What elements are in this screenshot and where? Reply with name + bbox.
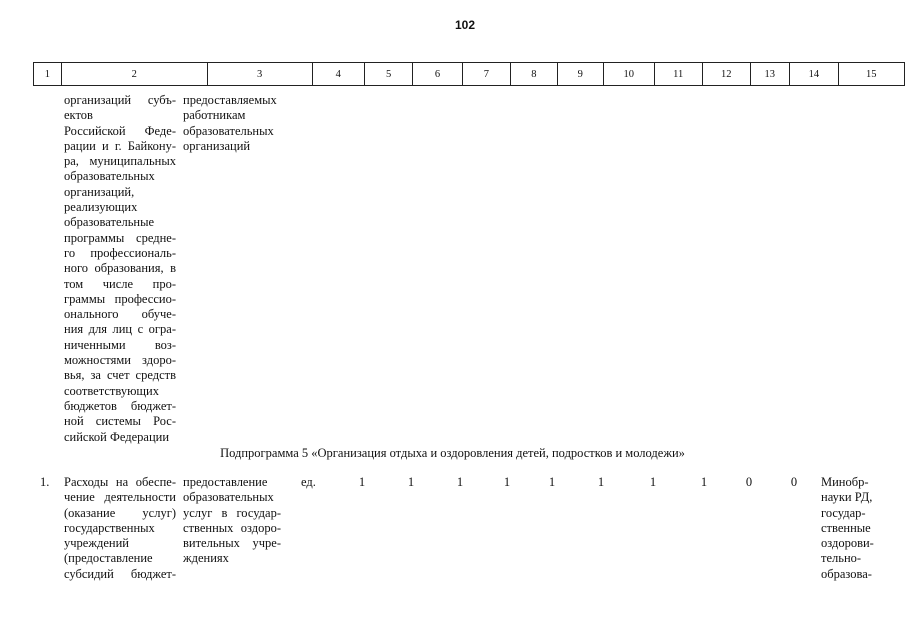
- text-line: учреждений: [64, 536, 129, 551]
- row2-value: 1: [548, 475, 556, 489]
- row2-col15-responsible: [821, 475, 881, 582]
- row2-unit: ед.: [301, 475, 316, 489]
- text-line: услуг в государ-: [183, 505, 281, 520]
- text-line: граммы профессио-: [64, 291, 176, 306]
- row2-value: 0: [745, 475, 753, 489]
- column-number: 8: [511, 63, 557, 86]
- text-line: образова-: [821, 566, 872, 581]
- column-number: 13: [750, 63, 790, 86]
- text-line: ектов: [64, 108, 93, 123]
- row2-value: 1: [700, 475, 708, 489]
- text-line: ниченными воз-: [64, 337, 176, 352]
- row2-value: 1: [407, 475, 415, 489]
- text-line: ра, муниципальных: [64, 154, 176, 169]
- text-line: рации и г. Байкону-: [64, 138, 176, 153]
- text-line: ждениях: [183, 551, 229, 566]
- text-line: соответствующих: [64, 383, 159, 398]
- text-line: государственных: [64, 520, 155, 535]
- text-line: образовательные: [64, 215, 155, 230]
- row2-value: 1: [649, 475, 657, 489]
- column-number: 1: [34, 63, 62, 86]
- column-number: 6: [413, 63, 462, 86]
- column-number: 3: [207, 63, 312, 86]
- text-line: (оказание услуг): [64, 505, 176, 520]
- text-line: бюджетов бюджет-: [64, 398, 176, 413]
- text-line: предоставление: [183, 475, 268, 489]
- text-line: том числе про-: [64, 276, 176, 291]
- text-line: Расходы на обеспе-: [64, 475, 176, 489]
- text-line: организаций субъ-: [64, 93, 176, 107]
- text-line: вительных учре-: [183, 536, 281, 551]
- text-line: (предоставление: [64, 551, 153, 566]
- row2-col3-description: [183, 475, 281, 567]
- text-line: Российской Феде-: [64, 123, 176, 138]
- row-number: 1.: [40, 475, 50, 489]
- column-number: 14: [790, 63, 839, 86]
- column-number: 10: [604, 63, 654, 86]
- column-number: 9: [557, 63, 603, 86]
- row2-col2-description: [64, 475, 176, 582]
- text-line: оздорови-: [821, 536, 874, 551]
- subprogram-title: Подпрограмма 5 «Организация отдыха и оздоровления детей, подростков и молодежи»: [220, 446, 685, 460]
- column-number: 11: [654, 63, 702, 86]
- text-line: реализующих: [64, 200, 138, 215]
- row2-value: 1: [597, 475, 605, 489]
- column-header-row: [34, 63, 905, 86]
- text-line: вья, за счет средств: [64, 368, 176, 383]
- row1-col3-description: [183, 93, 287, 154]
- text-line: ной системы Рос-: [64, 414, 176, 429]
- text-line: ния для лиц с огра-: [64, 322, 176, 337]
- column-number: 15: [838, 63, 904, 86]
- column-header-table: [33, 62, 905, 86]
- text-line: чение деятельности: [64, 490, 176, 505]
- column-number: 12: [702, 63, 750, 86]
- text-line: ственных оздоро-: [183, 520, 281, 535]
- text-line: онального обуче-: [64, 307, 176, 322]
- text-line: образовательных: [183, 490, 274, 505]
- column-number: 5: [364, 63, 412, 86]
- page-number: 102: [454, 18, 476, 32]
- column-number: 2: [61, 63, 207, 86]
- row1-col2-description: [64, 93, 176, 445]
- column-number: 4: [312, 63, 364, 86]
- text-line: образовательных: [64, 169, 155, 184]
- text-line: сийской Федерации: [64, 429, 170, 444]
- text-line: субсидий бюджет-: [64, 566, 176, 581]
- text-line: тельно-: [821, 551, 862, 566]
- row2-value: 1: [358, 475, 366, 489]
- text-line: программы средне-: [64, 230, 176, 245]
- text-line: предоставляемых: [183, 93, 277, 107]
- text-line: ного образования, в: [64, 261, 176, 276]
- text-line: ственные: [821, 520, 871, 535]
- text-line: образовательных: [183, 123, 274, 138]
- text-line: го профессиональ-: [64, 245, 176, 260]
- text-line: работникам: [183, 108, 246, 123]
- text-line: государ-: [821, 505, 866, 520]
- row2-value: 1: [503, 475, 511, 489]
- text-line: Минобр-: [821, 475, 869, 489]
- text-line: организаций: [183, 138, 251, 153]
- row2-value: 0: [790, 475, 798, 489]
- text-line: науки РД,: [821, 490, 873, 505]
- text-line: организаций,: [64, 184, 135, 199]
- column-number: 7: [462, 63, 510, 86]
- text-line: можностями здоро-: [64, 353, 176, 368]
- row2-value: 1: [456, 475, 464, 489]
